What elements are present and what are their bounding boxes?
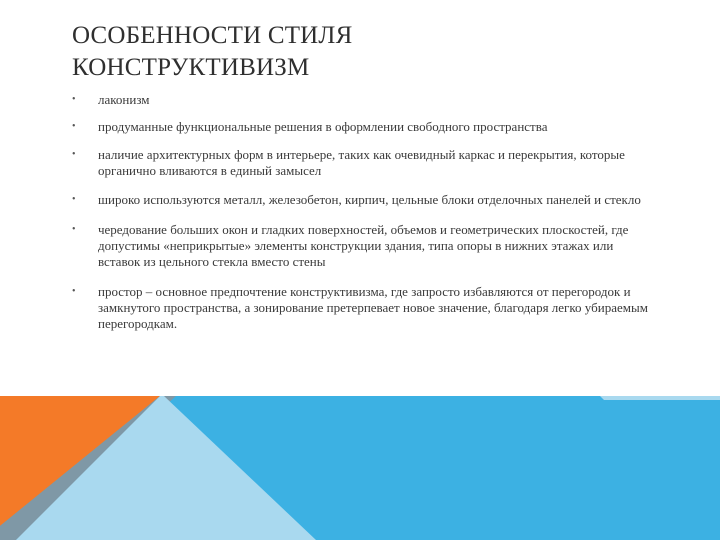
bullet-marker: • bbox=[72, 94, 76, 105]
slide-title bbox=[72, 20, 652, 84]
bullet-marker: • bbox=[72, 149, 76, 160]
footer-light-blue-right-triangle bbox=[600, 396, 720, 400]
list-item bbox=[72, 284, 658, 332]
bullet-text: наличие архитектурных форм в интерьере, таких как очевидный каркас и перекрытия, которые органично вливаются в единый замысел bbox=[98, 147, 625, 178]
bullet-text: продуманные функциональные решения в оформлении свободного пространства bbox=[98, 119, 548, 134]
decorative-footer-band bbox=[0, 396, 720, 540]
bullet-text: лаконизм bbox=[98, 92, 150, 107]
slide-title-line-1: ОСОБЕННОСТИ СТИЛЯ bbox=[72, 22, 353, 49]
bullet-list bbox=[72, 92, 658, 343]
bullet-marker: • bbox=[72, 194, 76, 205]
bullet-text: широко используются металл, железобетон, кирпич, цельные блоки отделочных панелей и стекло bbox=[98, 192, 641, 207]
list-item bbox=[72, 222, 658, 270]
list-item bbox=[72, 92, 658, 108]
bullet-text: чередование больших окон и гладких поверхностей, объемов и геометрических плоскостей, где допустимы «неприкрытые» элементы конструкции здания, типа опоры в нижних этажах или вставок из цельного стекла вместо стены bbox=[98, 222, 629, 269]
list-item bbox=[72, 147, 658, 179]
bullet-marker: • bbox=[72, 286, 76, 297]
list-item bbox=[72, 192, 658, 208]
bullet-text: простор – основное предпочтение конструктивизма, где запросто избавляются от перегородок и замкнутого пространства, а зонирование претерпевает новое значение, благодаря легко убираемым перегородкам. bbox=[98, 284, 648, 331]
slide-title-line-2: КОНСТРУКТИВИЗМ bbox=[72, 54, 310, 81]
bullet-marker: • bbox=[72, 121, 76, 132]
bullet-marker: • bbox=[72, 224, 76, 235]
list-item bbox=[72, 119, 658, 135]
